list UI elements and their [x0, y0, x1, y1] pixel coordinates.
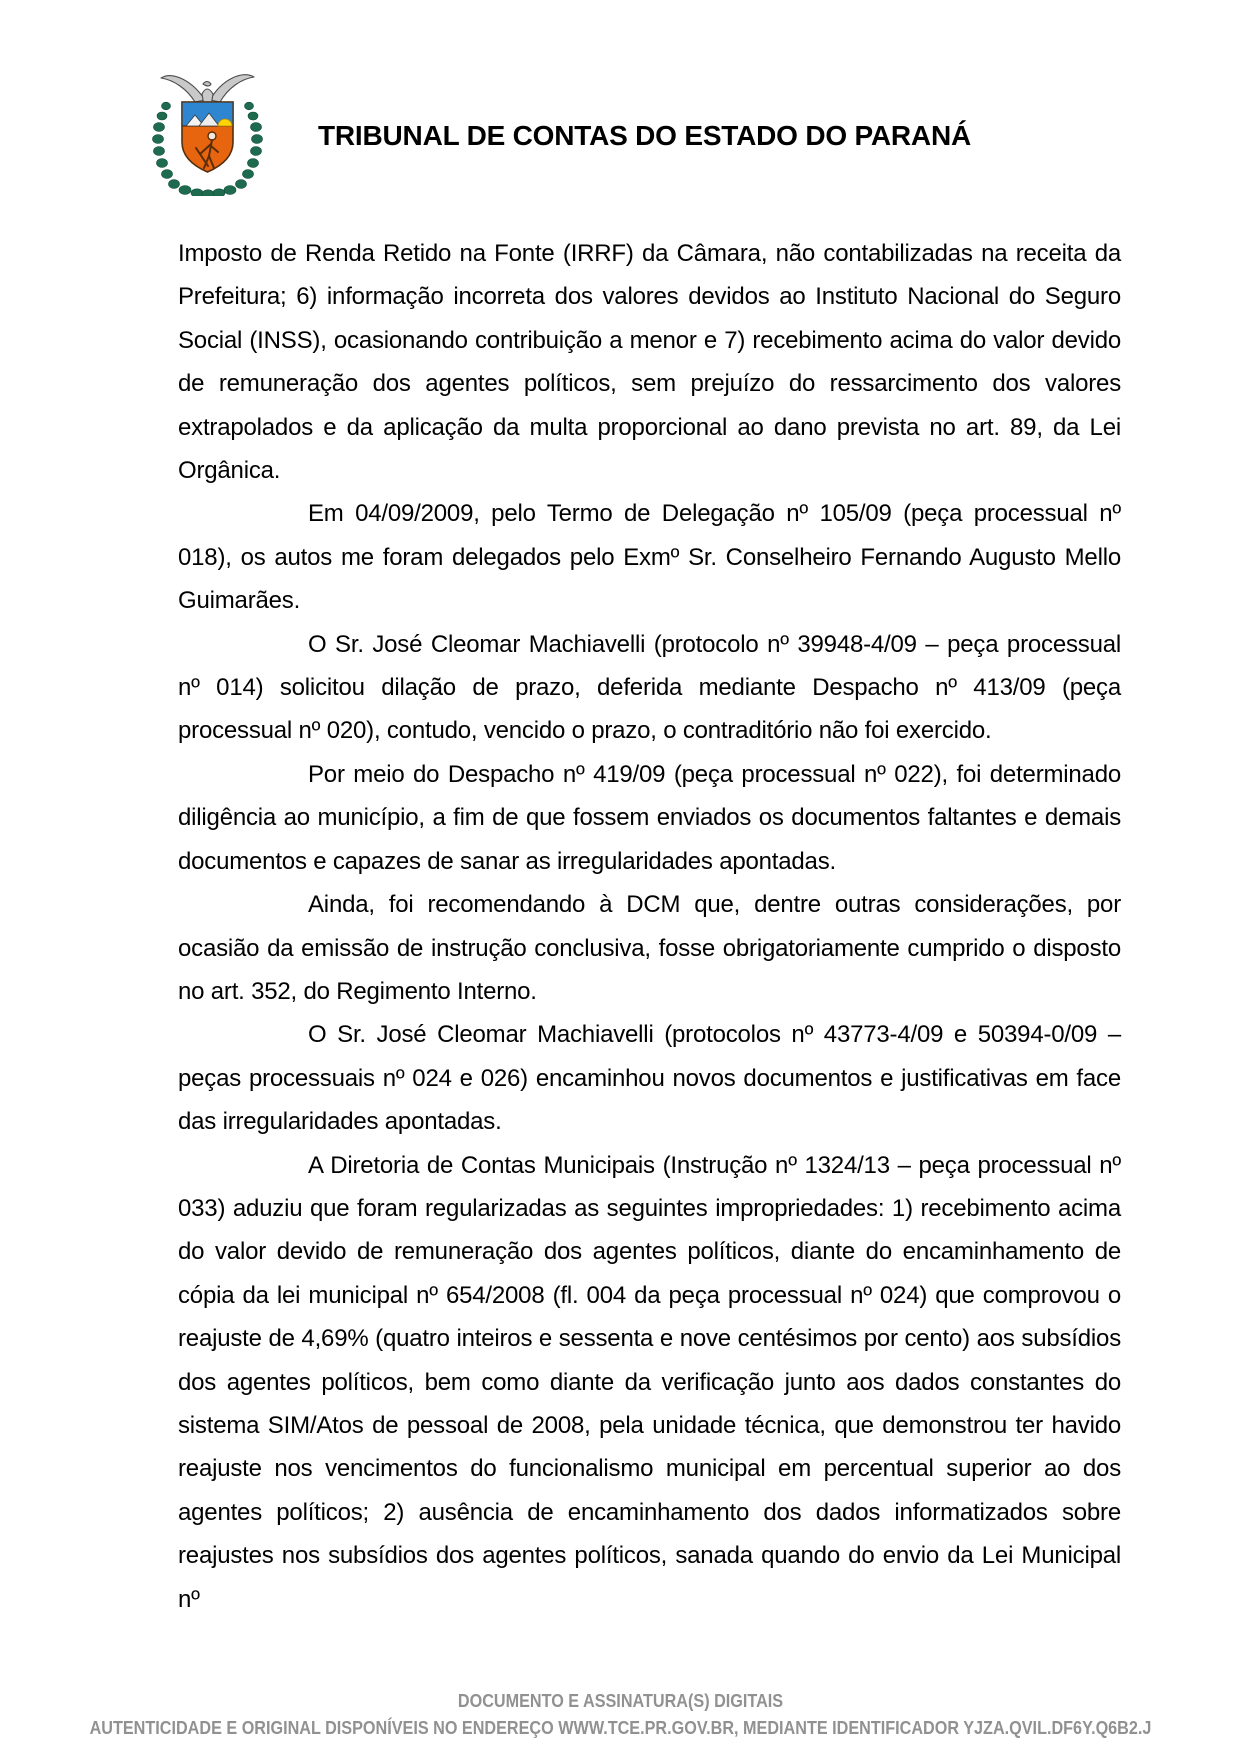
document-header — [0, 0, 1241, 210]
paragraph: Em 04/09/2009, pelo Termo de Delegação nº 105/09 (peça processual nº 018), os autos me foram delegados pelo Exmº Sr. Conselheiro Fernando Augusto Mello Guimarães. — [178, 500, 1121, 615]
paragraph: O Sr. José Cleomar Machiavelli (protocolo nº 39948-4/09 – peça processual nº 014) solicitou dilação de prazo, deferida mediante Despacho nº 413/09 (peça processual nº 020), contudo, vencido o prazo, o contraditório não foi exercido. — [178, 630, 1121, 745]
paragraph: O Sr. José Cleomar Machiavelli (protocolos nº 43773-4/09 e 50394-0/09 – peças processuais nº 024 e 026) encaminhou novos documentos e justificativas em face das irregularidades apontadas. — [178, 1021, 1121, 1136]
document-body — [178, 232, 1121, 1621]
footer-line-digital-signature: DOCUMENTO E ASSINATURA(S) DIGITAIS — [457, 1691, 784, 1711]
document-footer — [62, 1688, 1179, 1742]
footer-line-authenticity: AUTENTICIDADE E ORIGINAL DISPONÍVEIS NO ENDEREÇO WWW.TCE.PR.GOV.BR, MEDIANTE IDENTIFICADOR YJZA.QVIL.DF6Y.Q6B2.J — [89, 1718, 1152, 1738]
paragraph: Por meio do Despacho nº 419/09 (peça processual nº 022), foi determinado diligência ao município, a fim de que fossem enviados os documentos faltantes e demais documentos e capazes de sanar as irregularidades apontadas. — [178, 760, 1121, 875]
page-title: TRIBUNAL DE CONTAS DO ESTADO DO PARANÁ — [318, 120, 971, 151]
parana-coat-of-arms-icon — [150, 70, 265, 196]
paragraph: Imposto de Renda Retido na Fonte (IRRF) da Câmara, não contabilizadas na receita da Prefeitura; 6) informação incorreta dos valores devidos ao Instituto Nacional do Seguro Social (INSS), ocasionando contribuição a menor e 7) recebimento acima do valor devido de remuneração dos agentes políticos, sem prejuízo do ressarcimento dos valores extrapolados e da aplicação da multa proporcional ao dano prevista no art. 89, da Lei Orgânica. — [178, 240, 1121, 485]
paragraph: A Diretoria de Contas Municipais (Instrução nº 1324/13 – peça processual nº 033) aduziu que foram regularizadas as seguintes impropriedades: 1) recebimento acima do valor devido de remuneração dos agentes políticos, diante do encaminhamento de cópia da lei municipal nº 654/2008 (fl. 004 da peça processual nº 024) que comprovou o reajuste de 4,69% (quatro inteiros e sessenta e nove centésimos por cento) aos subsídios dos agentes políticos, bem como diante da verificação junto aos dados constantes do sistema SIM/Atos de pessoal de 2008, pela unidade técnica, que demonstrou ter havido reajuste nos vencimentos do funcionalismo municipal em percentual superior ao dos agentes políticos; 2) ausência de encaminhamento dos dados informatizados sobre reajustes nos subsídios dos agentes políticos, sanada quando do envio da Lei Municipal nº — [178, 1151, 1121, 1613]
paragraph: Ainda, foi recomendando à DCM que, dentre outras considerações, por ocasião da emissão de instrução conclusiva, fosse obrigatoriamente cumprido o disposto no art. 352, do Regimento Interno. — [178, 891, 1121, 1005]
